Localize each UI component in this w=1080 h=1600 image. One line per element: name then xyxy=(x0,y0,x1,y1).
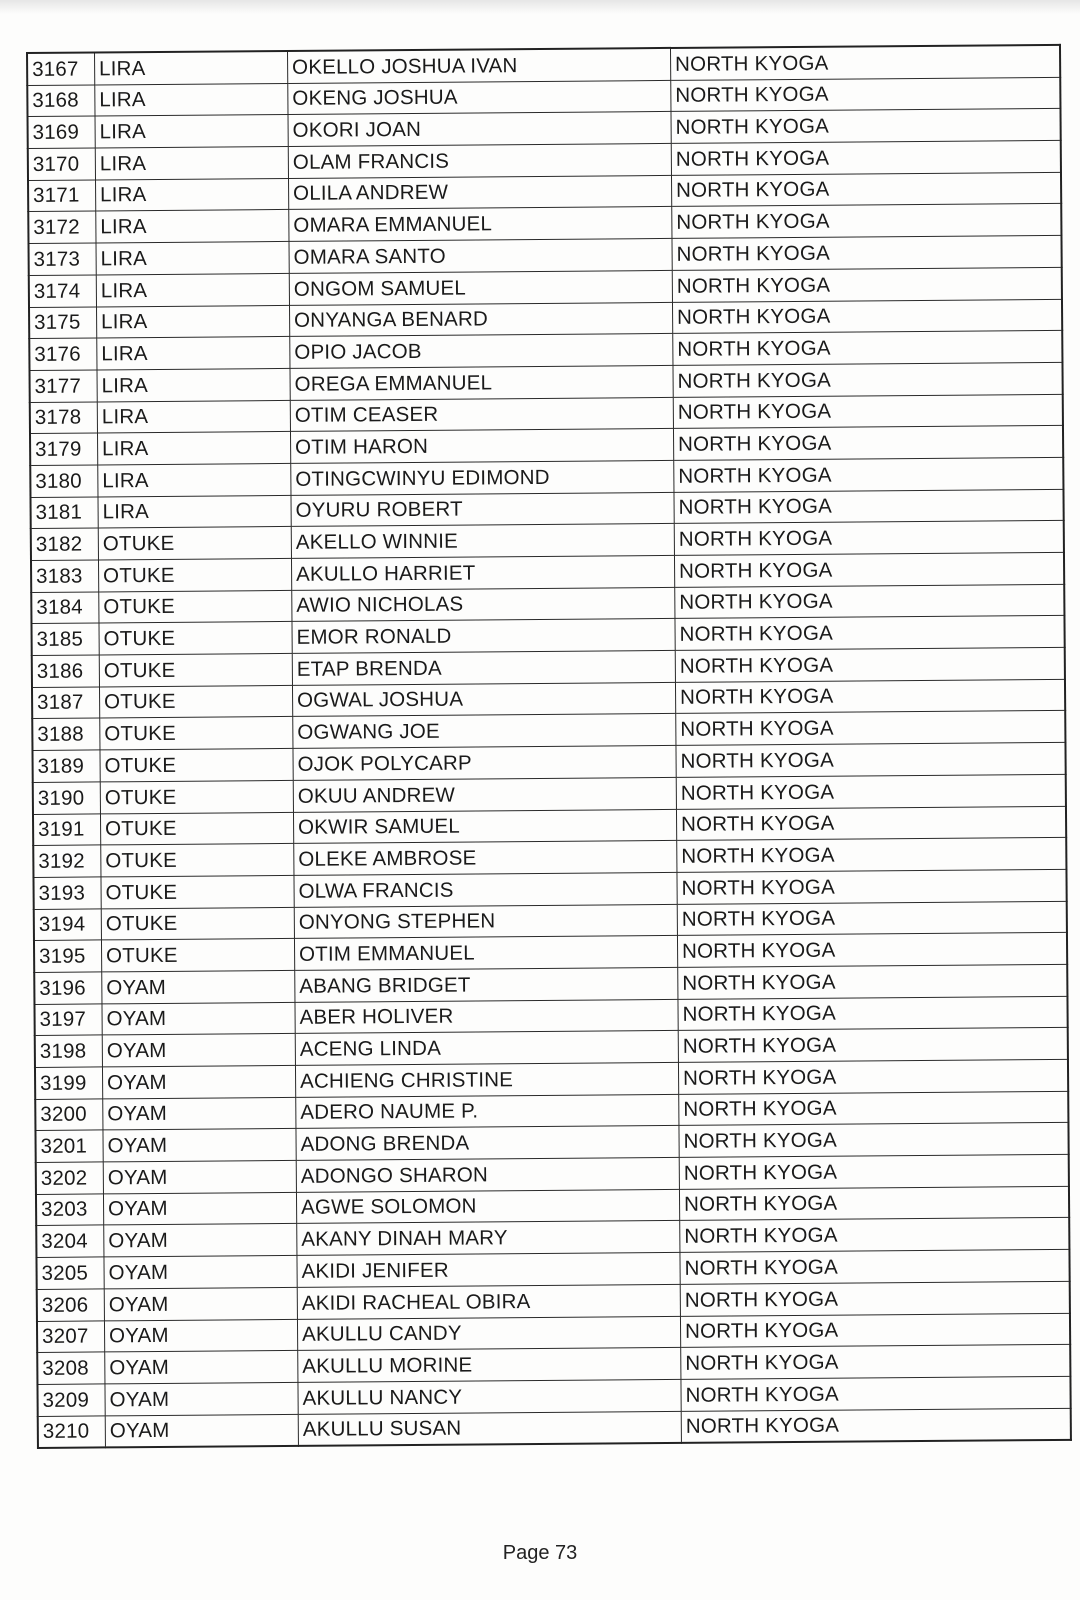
district-cell: OYAM xyxy=(104,1287,297,1320)
name-cell: OPIO JACOB xyxy=(290,334,673,369)
region-cell: NORTH KYOGA xyxy=(676,742,1066,777)
district-cell: OYAM xyxy=(104,1319,297,1352)
page-number: Page 73 xyxy=(502,1542,578,1564)
district-cell: OTUKE xyxy=(99,590,292,623)
region-cell: NORTH KYOGA xyxy=(675,584,1065,619)
district-cell: OYAM xyxy=(105,1351,298,1384)
region-cell: NORTH KYOGA xyxy=(671,109,1061,144)
name-cell: ACENG LINDA xyxy=(295,1031,678,1066)
row-number-cell: 3180 xyxy=(30,465,98,497)
row-number-cell: 3177 xyxy=(30,370,98,402)
region-cell: NORTH KYOGA xyxy=(674,457,1064,492)
region-cell: NORTH KYOGA xyxy=(675,616,1065,651)
name-cell: OGWAL JOSHUA xyxy=(292,682,675,717)
row-number-cell: 3197 xyxy=(34,1004,102,1036)
name-cell: OLAM FRANCIS xyxy=(288,143,671,178)
name-cell: ETAP BRENDA xyxy=(292,650,675,685)
row-number-cell: 3203 xyxy=(36,1194,104,1226)
region-cell: NORTH KYOGA xyxy=(681,1408,1071,1443)
name-cell: OGWANG JOE xyxy=(293,714,676,749)
name-cell: AKIDI JENIFER xyxy=(297,1253,680,1288)
district-cell: OYAM xyxy=(105,1382,298,1415)
region-cell: NORTH KYOGA xyxy=(673,362,1063,397)
row-number-cell: 3202 xyxy=(36,1162,104,1194)
row-number-cell: 3173 xyxy=(29,243,97,275)
row-number-cell: 3186 xyxy=(32,655,100,687)
row-number-cell: 3176 xyxy=(29,338,97,370)
region-cell: NORTH KYOGA xyxy=(680,1249,1070,1284)
name-cell: AGWE SOLOMON xyxy=(296,1189,679,1224)
region-cell: NORTH KYOGA xyxy=(674,521,1064,556)
district-cell: OTUKE xyxy=(100,749,293,782)
region-cell: NORTH KYOGA xyxy=(672,235,1062,270)
region-cell: NORTH KYOGA xyxy=(678,1028,1068,1063)
district-cell: OTUKE xyxy=(101,939,294,972)
region-cell: NORTH KYOGA xyxy=(674,489,1064,524)
name-cell: AKULLO HARRIET xyxy=(291,555,674,590)
name-cell: EMOR RONALD xyxy=(292,619,675,654)
roster-table-container xyxy=(26,44,1067,1449)
row-number-cell: 3188 xyxy=(32,718,100,750)
row-number-cell: 3172 xyxy=(28,211,96,243)
name-cell: OKWIR SAMUEL xyxy=(293,809,676,844)
region-cell: NORTH KYOGA xyxy=(679,1123,1069,1158)
district-cell: LIRA xyxy=(96,210,289,243)
row-number-cell: 3178 xyxy=(30,402,98,434)
row-number-cell: 3179 xyxy=(30,433,98,465)
district-cell: LIRA xyxy=(97,305,290,338)
name-cell: OTIM HARON xyxy=(290,429,673,464)
district-cell: LIRA xyxy=(95,147,288,180)
name-cell: ADONGO SHARON xyxy=(296,1157,679,1192)
name-cell: OYURU ROBERT xyxy=(291,492,674,527)
row-number-cell: 3201 xyxy=(35,1130,103,1162)
row-number-cell: 3181 xyxy=(30,497,98,529)
row-number-cell: 3191 xyxy=(33,813,101,845)
district-cell: OTUKE xyxy=(101,844,294,877)
name-cell: AKANY DINAH MARY xyxy=(297,1221,680,1256)
row-number-cell: 3198 xyxy=(35,1035,103,1067)
district-cell: LIRA xyxy=(96,273,289,306)
name-cell: ADERO NAUME P. xyxy=(296,1094,679,1129)
name-cell: AKULLU CANDY xyxy=(297,1316,680,1351)
district-cell: OYAM xyxy=(103,1192,296,1225)
name-cell: OKENG JOSHUA xyxy=(288,80,671,115)
row-number-cell: 3185 xyxy=(31,623,99,655)
district-cell: LIRA xyxy=(95,115,288,148)
row-number-cell: 3170 xyxy=(28,148,96,180)
row-number-cell: 3171 xyxy=(28,180,96,212)
region-cell: NORTH KYOGA xyxy=(673,394,1063,429)
row-number-cell: 3187 xyxy=(32,687,100,719)
name-cell: ONYONG STEPHEN xyxy=(294,904,677,939)
name-cell: AKULLU MORINE xyxy=(298,1348,681,1383)
district-cell: LIRA xyxy=(98,463,291,496)
name-cell: OJOK POLYCARP xyxy=(293,746,676,781)
district-cell: OYAM xyxy=(103,1160,296,1193)
row-number-cell: 3193 xyxy=(33,877,101,909)
region-cell: NORTH KYOGA xyxy=(678,964,1068,999)
row-number-cell: 3167 xyxy=(27,52,95,85)
region-cell: NORTH KYOGA xyxy=(671,140,1061,175)
region-cell: NORTH KYOGA xyxy=(680,1281,1070,1316)
name-cell: OLILA ANDREW xyxy=(288,175,671,210)
name-cell: OLEKE AMBROSE xyxy=(294,841,677,876)
roster-table-body xyxy=(27,45,1071,1448)
district-cell: LIRA xyxy=(97,368,290,401)
row-number-cell: 3174 xyxy=(29,275,97,307)
district-cell: LIRA xyxy=(96,178,289,211)
region-cell: NORTH KYOGA xyxy=(673,331,1063,366)
row-number-cell: 3190 xyxy=(33,782,101,814)
row-number-cell: 3194 xyxy=(34,908,102,940)
row-number-cell: 3205 xyxy=(36,1257,104,1289)
district-cell: OYAM xyxy=(102,1065,295,1098)
name-cell: OKORI JOAN xyxy=(288,112,671,147)
district-cell: LIRA xyxy=(95,51,288,85)
district-cell: OYAM xyxy=(103,1097,296,1130)
region-cell: NORTH KYOGA xyxy=(678,1059,1068,1094)
name-cell: ADONG BRENDA xyxy=(296,1126,679,1161)
region-cell: NORTH KYOGA xyxy=(670,45,1060,80)
district-cell: OYAM xyxy=(104,1256,297,1289)
name-cell: AKELLO WINNIE xyxy=(291,524,674,559)
name-cell: OMARA SANTO xyxy=(289,239,672,274)
row-number-cell: 3200 xyxy=(35,1099,103,1131)
name-cell: ABANG BRIDGET xyxy=(295,967,678,1002)
region-cell: NORTH KYOGA xyxy=(676,711,1066,746)
name-cell: OTIM CEASER xyxy=(290,397,673,432)
row-number-cell: 3204 xyxy=(36,1225,104,1257)
name-cell: OREGA EMMANUEL xyxy=(290,365,673,400)
name-cell: AKULLU SUSAN xyxy=(298,1411,681,1446)
table-row xyxy=(38,1408,1071,1448)
region-cell: NORTH KYOGA xyxy=(673,426,1063,461)
region-cell: NORTH KYOGA xyxy=(677,838,1067,873)
district-cell: OYAM xyxy=(103,1129,296,1162)
district-cell: OTUKE xyxy=(100,812,293,845)
region-cell: NORTH KYOGA xyxy=(675,679,1065,714)
district-cell: LIRA xyxy=(97,337,290,370)
region-cell: NORTH KYOGA xyxy=(677,869,1067,904)
name-cell: ONGOM SAMUEL xyxy=(289,270,672,305)
row-number-cell: 3192 xyxy=(33,845,101,877)
district-cell: OTUKE xyxy=(99,653,292,686)
district-cell: OTUKE xyxy=(98,527,291,560)
district-cell: LIRA xyxy=(97,400,290,433)
region-cell: NORTH KYOGA xyxy=(675,647,1065,682)
row-number-cell: 3206 xyxy=(37,1289,105,1321)
row-number-cell: 3195 xyxy=(34,940,102,972)
row-number-cell: 3175 xyxy=(29,306,97,338)
district-cell: OTUKE xyxy=(98,558,291,591)
district-cell: OYAM xyxy=(102,970,295,1003)
district-cell: OYAM xyxy=(104,1224,297,1257)
row-number-cell: 3189 xyxy=(32,750,100,782)
district-cell: LIRA xyxy=(95,83,288,116)
name-cell: AWIO NICHOLAS xyxy=(292,587,675,622)
name-cell: AKULLU NANCY xyxy=(298,1379,681,1414)
region-cell: NORTH KYOGA xyxy=(671,172,1061,207)
row-number-cell: 3182 xyxy=(31,528,99,560)
name-cell: OTIM EMMANUEL xyxy=(294,936,677,971)
district-cell: OTUKE xyxy=(101,907,294,940)
row-number-cell: 3196 xyxy=(34,972,102,1004)
region-cell: NORTH KYOGA xyxy=(680,1313,1070,1348)
district-cell: OYAM xyxy=(105,1414,298,1448)
region-cell: NORTH KYOGA xyxy=(671,77,1061,112)
row-number-cell: 3168 xyxy=(27,85,95,117)
district-cell: OYAM xyxy=(102,1034,295,1067)
row-number-cell: 3184 xyxy=(31,592,99,624)
row-number-cell: 3183 xyxy=(31,560,99,592)
region-cell: NORTH KYOGA xyxy=(679,1186,1069,1221)
name-cell: OLWA FRANCIS xyxy=(294,872,677,907)
region-cell: NORTH KYOGA xyxy=(679,1154,1069,1189)
row-number-cell: 3209 xyxy=(37,1384,105,1416)
row-number-cell: 3208 xyxy=(37,1352,105,1384)
name-cell: OTINGCWINYU EDIMOND xyxy=(291,460,674,495)
district-cell: OTUKE xyxy=(99,622,292,655)
region-cell: NORTH KYOGA xyxy=(681,1376,1071,1411)
region-cell: NORTH KYOGA xyxy=(672,204,1062,239)
district-cell: OTUKE xyxy=(100,717,293,750)
region-cell: NORTH KYOGA xyxy=(681,1345,1071,1380)
name-cell: ACHIENG CHRISTINE xyxy=(295,1062,678,1097)
district-cell: OTUKE xyxy=(100,780,293,813)
region-cell: NORTH KYOGA xyxy=(680,1218,1070,1253)
region-cell: NORTH KYOGA xyxy=(676,806,1066,841)
district-cell: LIRA xyxy=(98,495,291,528)
district-cell: LIRA xyxy=(97,432,290,465)
district-cell: OTUKE xyxy=(101,875,294,908)
row-number-cell: 3210 xyxy=(38,1415,106,1448)
row-number-cell: 3199 xyxy=(35,1067,103,1099)
region-cell: NORTH KYOGA xyxy=(676,774,1066,809)
name-cell: OKELLO JOSHUA IVAN xyxy=(287,48,670,83)
name-cell: OKUU ANDREW xyxy=(293,777,676,812)
region-cell: NORTH KYOGA xyxy=(678,996,1068,1031)
region-cell: NORTH KYOGA xyxy=(677,901,1067,936)
name-cell: ONYANGA BENARD xyxy=(289,302,672,337)
row-number-cell: 3169 xyxy=(28,116,96,148)
row-number-cell: 3207 xyxy=(37,1320,105,1352)
district-cell: LIRA xyxy=(96,242,289,275)
name-cell: ABER HOLIVER xyxy=(295,999,678,1034)
region-cell: NORTH KYOGA xyxy=(679,1091,1069,1126)
district-cell: OTUKE xyxy=(99,685,292,718)
name-cell: OMARA EMMANUEL xyxy=(289,207,672,242)
name-cell: AKIDI RACHEAL OBIRA xyxy=(297,1284,680,1319)
region-cell: NORTH KYOGA xyxy=(672,299,1062,334)
region-cell: NORTH KYOGA xyxy=(672,267,1062,302)
roster-table xyxy=(26,44,1072,1449)
district-cell: OYAM xyxy=(102,1002,295,1035)
region-cell: NORTH KYOGA xyxy=(674,552,1064,587)
region-cell: NORTH KYOGA xyxy=(677,933,1067,968)
scan-edge-shadow xyxy=(0,0,1080,14)
